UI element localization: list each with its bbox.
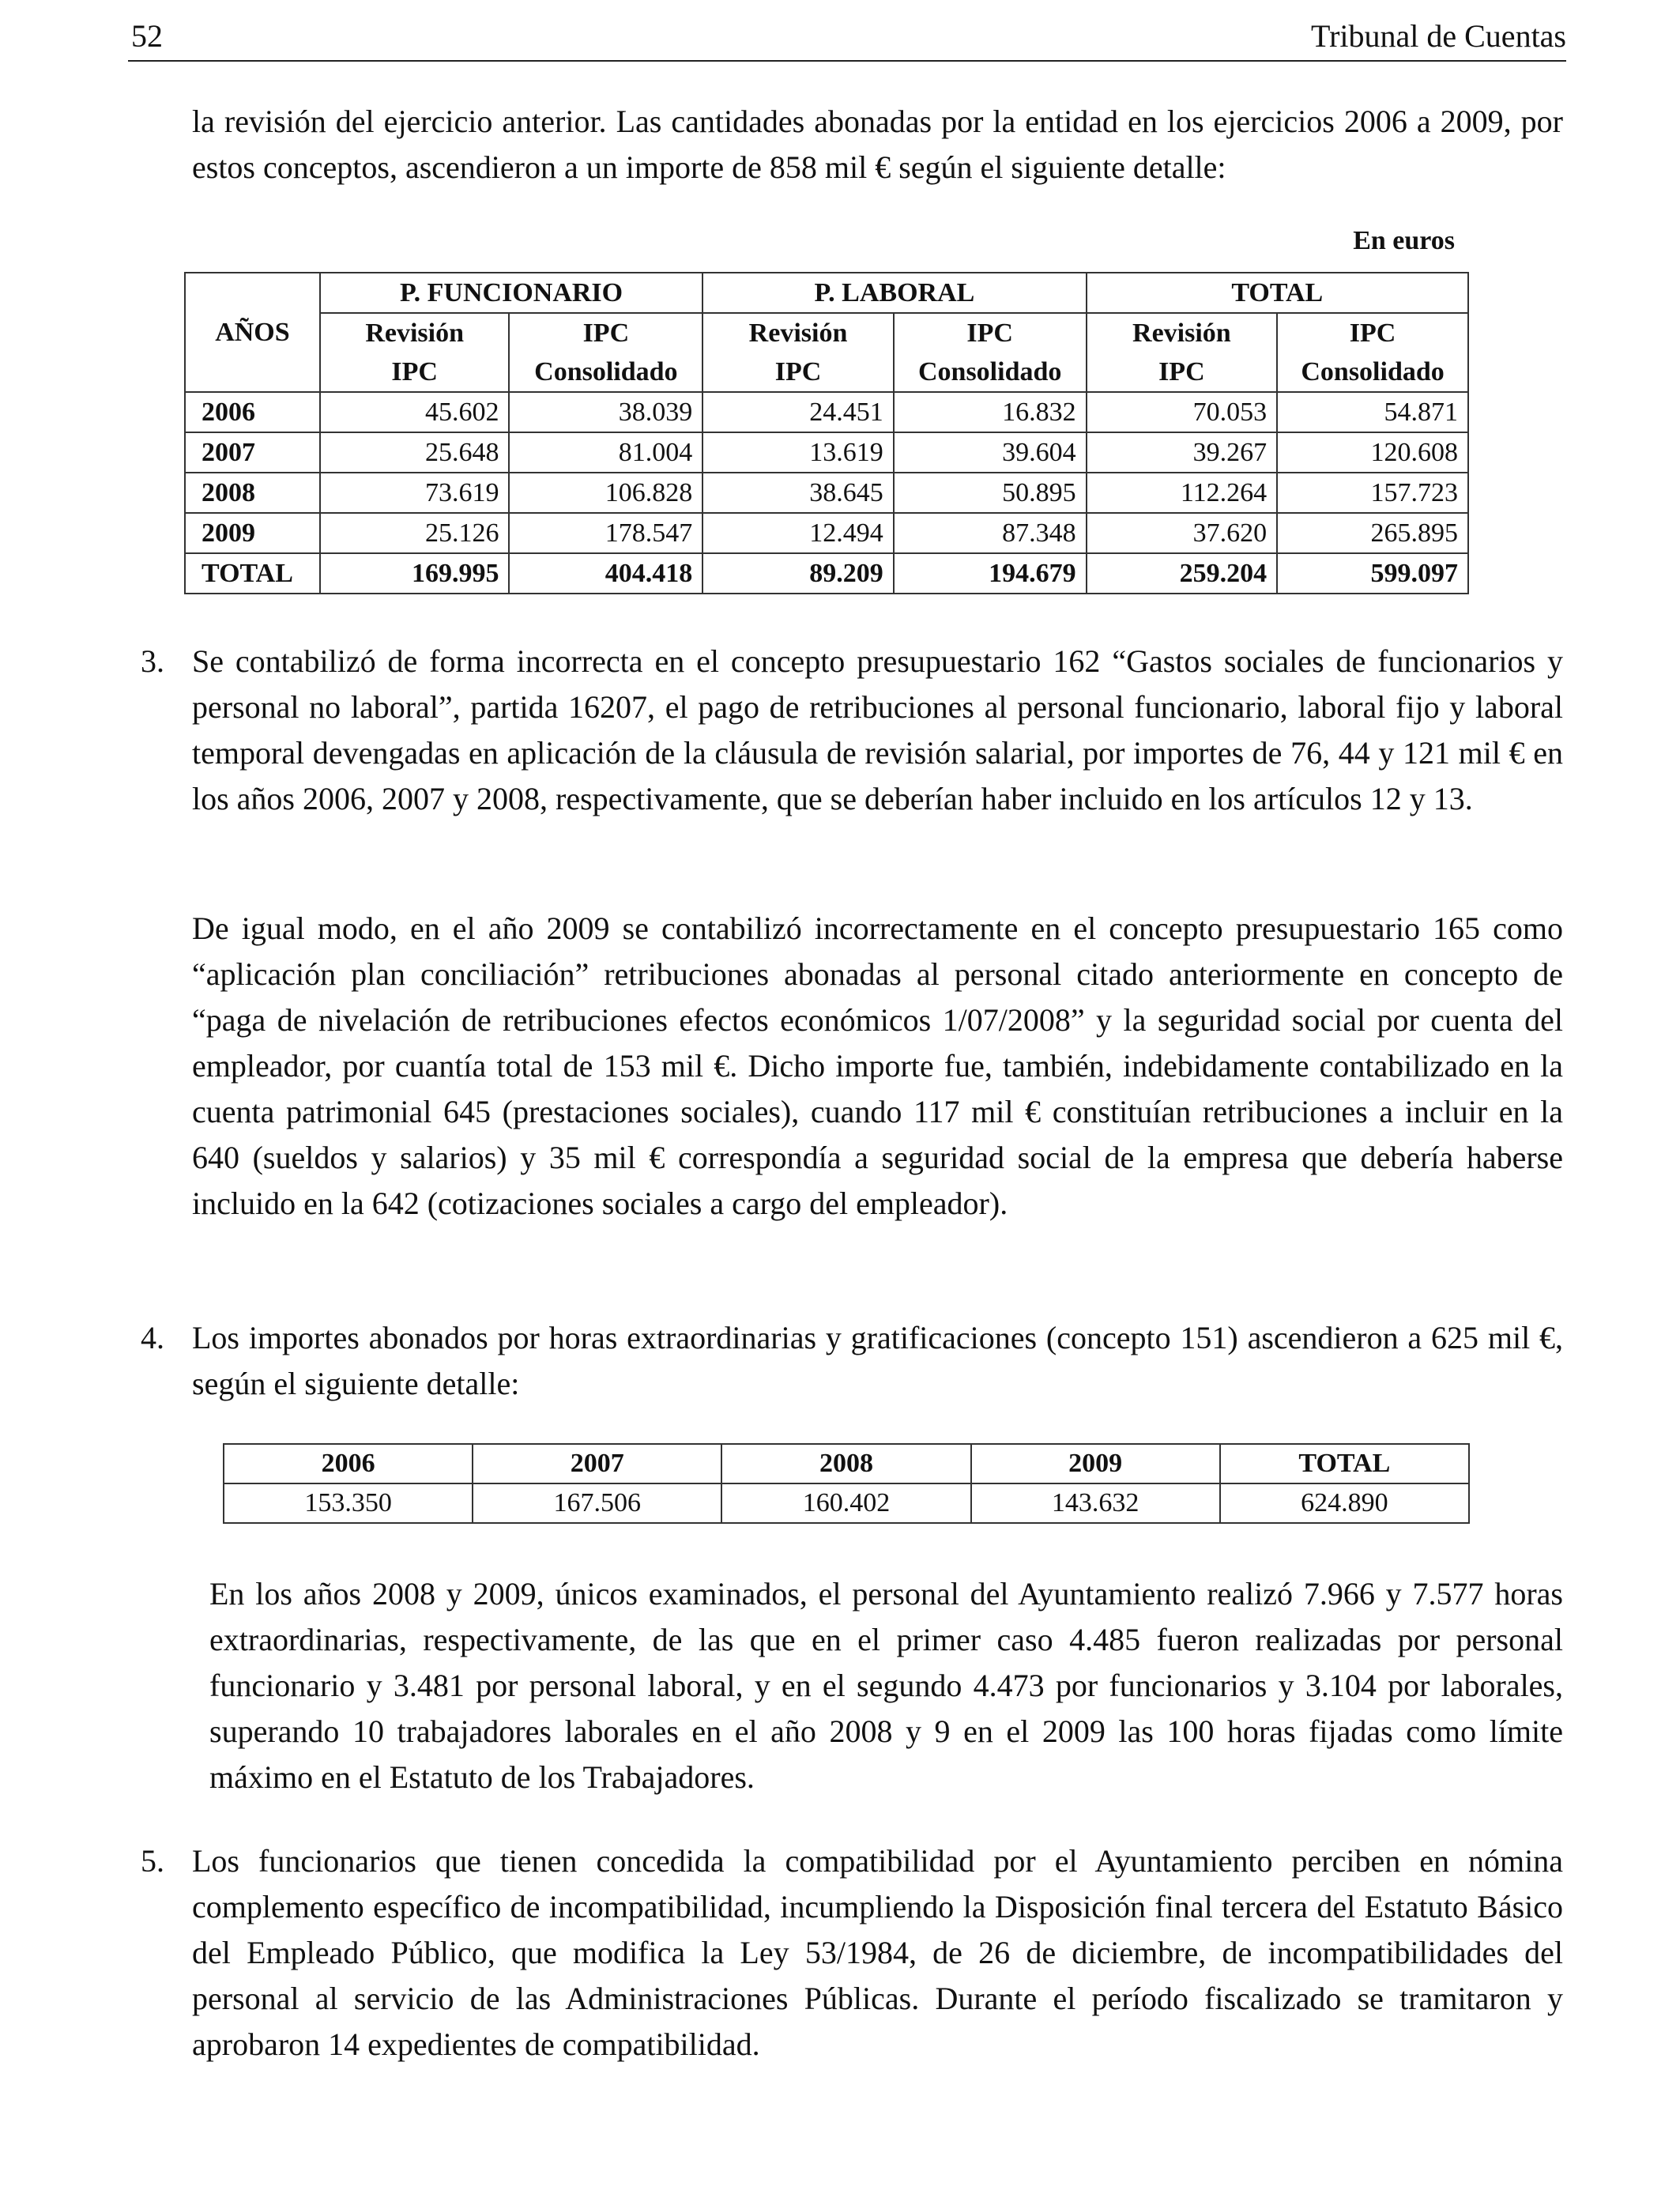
value-cell: 24.451 (703, 392, 894, 432)
text-line: Los funcionarios que tienen concedida la compatibilidad por el Ayuntamiento perciben en (192, 1843, 1450, 1879)
table-row (185, 432, 1468, 473)
text-line: incompatibilidades del personal al servicio de las Administraciones Públicas. Durante el período (192, 1935, 1563, 2016)
ipc-revision-table (184, 272, 1469, 594)
subheader: Revisión (1087, 313, 1278, 352)
group-header: TOTAL (1087, 273, 1468, 313)
value-cell: 50.895 (894, 473, 1087, 513)
value-cell: 169.995 (320, 553, 510, 594)
table-row (185, 473, 1468, 513)
value-cell: 153.350 (224, 1483, 473, 1523)
overtime-table (223, 1443, 1470, 1524)
text-line: realizadas por personal funcionario y 3.481 por personal laboral, y en el segundo 4.473 por (209, 1622, 1563, 1703)
text-line: funcionarios y 3.104 por laborales, superando 10 trabajadores laborales en el año 2008 y 9 en el (209, 1668, 1563, 1749)
value-cell: 12.494 (703, 513, 894, 553)
value-cell: 81.004 (509, 432, 703, 473)
text-line: 7.577 horas extraordinarias, respectivamente, de las que en el primer caso 4.485 fueron (209, 1576, 1563, 1657)
value-cell: 157.723 (1277, 473, 1468, 513)
subheader: Revisión (703, 313, 894, 352)
text-line: se deberían haber incluido en los artículos 12 y 13. (830, 781, 1473, 816)
value-cell: 112.264 (1087, 473, 1278, 513)
value-cell: 106.828 (509, 473, 703, 513)
text-line: 625 mil €, según el siguiente detalle: (192, 1320, 1564, 1401)
item3-paragraph (192, 639, 1563, 822)
subheader: Consolidado (1277, 352, 1468, 392)
table-row (185, 392, 1468, 432)
text-line: seguridad social de la empresa que debería haberse incluido en la 642 (cotizaciones sociales a (192, 1140, 1563, 1221)
value-cell: 89.209 (703, 553, 894, 594)
intro-line: la revisión del ejercicio anterior. Las cantidades abonadas por la entidad en los ejercicios 2006 a (192, 104, 1431, 139)
value-cell: 25.126 (320, 513, 510, 553)
anos-header-cell (185, 273, 320, 313)
table-header-row (224, 1444, 1469, 1483)
value-cell: 39.604 (894, 432, 1087, 473)
intro-paragraph (192, 99, 1563, 190)
value-cell: 13.619 (703, 432, 894, 473)
year-cell: 2007 (185, 432, 320, 473)
text-line: funcionario, laboral fijo y laboral temporal devengadas en aplicación de la cláusula de revisión (192, 689, 1564, 771)
value-cell: 160.402 (721, 1483, 970, 1523)
value-cell: 167.506 (473, 1483, 721, 1523)
intro-line: 2009, por estos conceptos, ascendieron a un importe de 858 mil € según el siguiente detalle: (192, 104, 1564, 185)
page-header (128, 16, 1566, 62)
text-line: mil € constituían retribuciones a incluir en la 640 (sueldos y salarios) y 35 mil € correspondía a (192, 1094, 1564, 1175)
unit-label: En euros (1353, 226, 1455, 255)
text-line: del Estatuto Básico del Empleado Público, que modifica la Ley 53/1984, de 26 de diciembre, de (192, 1889, 1564, 1970)
group-header: P. LABORAL (703, 273, 1086, 313)
value-cell: 599.097 (1277, 553, 1468, 594)
value-cell: 45.602 (320, 392, 510, 432)
year-cell: 2008 (185, 473, 320, 513)
value-cell: 73.619 (320, 473, 510, 513)
text-line: salarial, por importes de 76, 44 y 121 mil € en los años 2006, 2007 y 2008, respectivamente, que (192, 735, 1564, 816)
value-cell: 54.871 (1277, 392, 1468, 432)
subheader: Consolidado (509, 352, 703, 392)
anos-label: AÑOS (185, 313, 320, 352)
table-row (224, 1483, 1469, 1523)
column-header: 2006 (224, 1444, 473, 1483)
subheader: IPC (509, 313, 703, 352)
text-line: funcionarios y personal no laboral”, partida 16207, el pago de retribuciones al personal (192, 643, 1563, 725)
subheader: Revisión (320, 313, 510, 352)
text-line: Se contabilizó de forma incorrecta en el concepto presupuestario 162 “Gastos sociales de (192, 643, 1366, 679)
text-line: 2009 las 100 horas fijadas como límite máximo en el Estatuto de los Trabajadores. (209, 1713, 1564, 1795)
item5-paragraph (192, 1838, 1563, 2068)
subheader: IPC (894, 313, 1087, 352)
year-cell: TOTAL (185, 553, 320, 594)
page-number: 52 (131, 18, 163, 54)
value-cell: 143.632 (971, 1483, 1220, 1523)
column-header: 2009 (971, 1444, 1220, 1483)
value-cell: 38.645 (703, 473, 894, 513)
value-cell: 37.620 (1087, 513, 1278, 553)
text-line: cargo del empleador). (732, 1186, 1008, 1221)
item3-paragraph-2 (192, 906, 1563, 1227)
value-cell: 404.418 (509, 553, 703, 594)
table-row (185, 513, 1468, 553)
value-cell: 87.348 (894, 513, 1087, 553)
subheader: IPC (1277, 313, 1468, 352)
text-line: Los importes abonados por horas extraordinarias y gratificaciones (concepto 151) ascendieron a (192, 1320, 1422, 1355)
running-title: Tribunal de Cuentas (1311, 18, 1566, 54)
text-line: En los años 2008 y 2009, únicos examinados, el personal del Ayuntamiento realizó 7.966 y (209, 1576, 1402, 1612)
subheader: Consolidado (894, 352, 1087, 392)
item4-paragraph-2 (209, 1571, 1563, 1800)
text-line: como “aplicación plan conciliación” retribuciones abonadas al personal citado anteriormente en (192, 910, 1563, 992)
value-cell: 624.890 (1220, 1483, 1469, 1523)
text-line: concepto de “paga de nivelación de retribuciones efectos económicos 1/07/2008” y la seguridad (192, 956, 1564, 1038)
text-line: social por cuenta del empleador, por cuantía total de 153 mil €. Dicho importe fue, también, (192, 1002, 1563, 1084)
year-cell: 2006 (185, 392, 320, 432)
year-cell: 2009 (185, 513, 320, 553)
value-cell: 265.895 (1277, 513, 1468, 553)
total-row (185, 553, 1468, 594)
value-cell: 178.547 (509, 513, 703, 553)
value-cell: 259.204 (1087, 553, 1278, 594)
subheader: IPC (703, 352, 894, 392)
subheader: IPC (1087, 352, 1278, 392)
group-header: P. FUNCIONARIO (320, 273, 703, 313)
column-header: TOTAL (1220, 1444, 1469, 1483)
item-number: 4. (141, 1320, 164, 1355)
column-header: 2007 (473, 1444, 721, 1483)
text-line: nómina complemento específico de incompatibilidad, incumpliendo la Disposición final tercera (192, 1843, 1564, 1924)
value-cell: 16.832 (894, 392, 1087, 432)
text-line: De igual modo, en el año 2009 se contabilizó incorrectamente en el concepto presupuestario 165 (192, 910, 1481, 946)
item-number: 3. (141, 643, 164, 679)
value-cell: 39.267 (1087, 432, 1278, 473)
column-header: 2008 (721, 1444, 970, 1483)
value-cell: 25.648 (320, 432, 510, 473)
value-cell: 70.053 (1087, 392, 1278, 432)
text-line: fiscalizado se tramitaron y aprobaron 14 expedientes de compatibilidad. (192, 1981, 1563, 2062)
item4-paragraph (192, 1315, 1563, 1407)
text-line: indebidamente contabilizado en la cuenta patrimonial 645 (prestaciones sociales), cuando 117 (192, 1048, 1564, 1129)
subheader: IPC (320, 352, 510, 392)
value-cell: 194.679 (894, 553, 1087, 594)
value-cell: 38.039 (509, 392, 703, 432)
item-number: 5. (141, 1843, 164, 1879)
anos-header-cell (185, 352, 320, 392)
value-cell: 120.608 (1277, 432, 1468, 473)
